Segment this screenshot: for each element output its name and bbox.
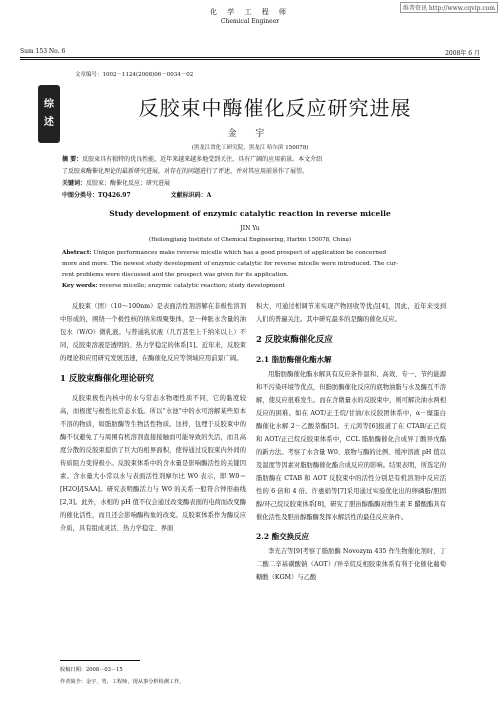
abstract-line-1: 反胶束具有独特的优良性能，近年来越来越多地受到关注，具有广阔的应用前景。本文介绍 [82,156,323,163]
english-author: JIN Yu [240,225,260,232]
keywords-text: 反胶束；酶催化反应；研究进展 [86,180,171,187]
author-bio: 作者简介：金宇，男，工程师，现从事分析检测工作。 [60,679,185,685]
keywords-en-label: Key words: [62,283,98,289]
section-2-1-body: 用脂肪酶催化酯水解具有反应条件温和、高效、专一、节约能源和不污染环境等优点，但脂肪酶催化反应的底物油脂与水及酶互不溶解，使反应很难发生。而在含微量水的反胶束中，则可解决油水两相反应的困难。如在 AOT/正壬烷/甘油/水反胶团体系中，α－糜蛋白酶催化水解 2－乙酸萘酯[5]。王元鸿等[6]报道了在 CTAB/正己烷和 AOT/正己烷反胶束体系中，CCL 脂肪酶催化合成异丁酸异戊酯的新方法。考察了水含量 W0、底物与酶的比例、缓冲溶液 pH 值以及温度等因素对脂肪酶催化酯合成反应的影响。结果表明，所选定的脂肪酶在 CTAB 和 AOT 反胶束中的活性分别是有机溶剂中反应活性的 6 倍和 4 倍。许惠娟等[7]采用通过实验优化出的卵磷脂/胆固醇/环己烷反胶束体系[8]，研究了胆甾醇酯酶对维生素 E 醋酸酯具有催化活性及胆甾醇酯酶发挥水解活性的最佳反应条件。 [256,371,446,521]
abstract-en-label: Abstract: [62,250,92,256]
left-column [60,300,246,535]
english-affiliation: (Heilongjiang Institute of Chemical Engineering, Harbin 150078, China) [148,237,352,243]
watermark: 维普资讯 http://www.cqvip.com [400,2,498,13]
header-rule-2 [20,59,480,60]
article-number: 文章编号：1002－1124(2008)06－0034－02 [75,72,194,78]
section-2-1-heading: 2.1 脂肪酶催化酯水解 [256,355,332,364]
classification-code: 中图分类号：TQ426.97 [62,192,131,199]
received-date: 收稿日期：2008－03－15 [60,667,123,673]
keywords-en-text: reverse micelle; enzymic catalytic reaction; study development [99,283,285,289]
badge-char-2: 述 [44,117,54,128]
section-2-heading: 2 反胶束酶催化反应 [256,335,333,345]
document-code: 文献标识码：A [170,192,212,199]
affiliation: (黑龙江省化工研究院，黑龙江 哈尔滨 150078) [191,145,309,151]
continued-paragraph: 积大、可通过相调节来实现产物回收等优点[4]，因此，近年来受到人们的普遍关注。其中研究最多的是酶的催化反应。 [256,303,446,323]
section-1-heading: 1 反胶束酶催化理论研究 [60,374,154,384]
journal-name-en: Chemical Engineer [220,18,280,25]
section-1-body: 反胶束极性内核中的水与常态水物理性质不同，它的黏度较高，而极度与极性比常态水低。所以“水池”中的水可溶解某些原本不溶的物质，如脂肪酶等生物活性物质。这样，包埋于反胶束中的酶不仅避免了与周围有机溶剂直接接触而可能导致的失活，而且高度分散的反胶束提供了巨大的相界面积，使得通过反胶束内外间的传质阻力变得极小。反胶束体系中的含水量是影响酶活性的关键因素。含水量大小常以水与表面活性剂摩尔比 W0 表示，即 W0＝[H2O]/[SAA]。研究表明酶活力与 W0 的关系一般符合钟形曲线[2,3]。此外，水相的 pH 值不仅会通过改变酶表面的电荷而改变酶的催化活性，而且还会影响酶构象的改变。反胶束体系作为酶反应介质，具有组成灵活、热力学稳定、界面 [60,395,246,532]
keywords-label: 关键词： [62,180,87,187]
header-rule [20,57,480,58]
footnote-rule [60,660,140,661]
section-2-2-heading: 2.2 酯交换反应 [256,532,310,541]
section-2-2-body: 李光吉等[9]考察了脂肪酶 Novozym 435 作生物催化剂时，丁二酸二辛基磺酸钠（AOT）/异辛烷反相胶束体系有利于化催化葡萄糖酸（KGM）与乙酸 [256,548,446,581]
author: 金 宇 [227,129,273,139]
volume-number: Sum 153 No. 6 [20,48,66,55]
abstract-en [62,248,458,292]
badge-char-1: 综 [44,99,54,110]
abstract-en-line-1: Unique performances make reverse micelle which has a good prospect of application be concerned [93,250,387,256]
abstract-en-line-2: more and more. The newest study development of enzymic catalytic for reverse micelle were introduced. The cur- [62,261,399,267]
abstract-en-line-3: rent problems were discussed and the prospect was given for its application. [62,272,289,278]
page-header [20,7,480,55]
article-title: 反胶束中酶催化反应研究进展 [138,96,412,120]
abstract-cn [62,154,458,202]
english-title: Study development of enzymic catalytic reaction in reverse micelle [109,209,391,218]
right-column [256,300,446,584]
abstract-line-2: 了反胶束酶催化理论的最新研究进展，对存在的问题进行了评述，并对其应用前景作了展望。 [62,168,309,175]
journal-name-cn: 化 学 工 程 师 [210,8,290,16]
abstract-label: 摘 要： [62,156,83,163]
intro-paragraph: 反胶束（团）（10～100nm）是表面活性剂溶解在非极性溶剂中形成的，围绕一个极性核的纳米级聚集体，是一种胀水含量的油包水（W/O）微乳液。与普通乳状液（几百甚至上千纳米以上）不同，反胶束溶液是透明的、热力学稳定的体系[1]。近年来，反胶束的理论和应用研究发展迅速，在酶催化反应等领域应用前景广阔。 [60,303,246,362]
issue-date: 2008年 6 月 [445,50,480,57]
